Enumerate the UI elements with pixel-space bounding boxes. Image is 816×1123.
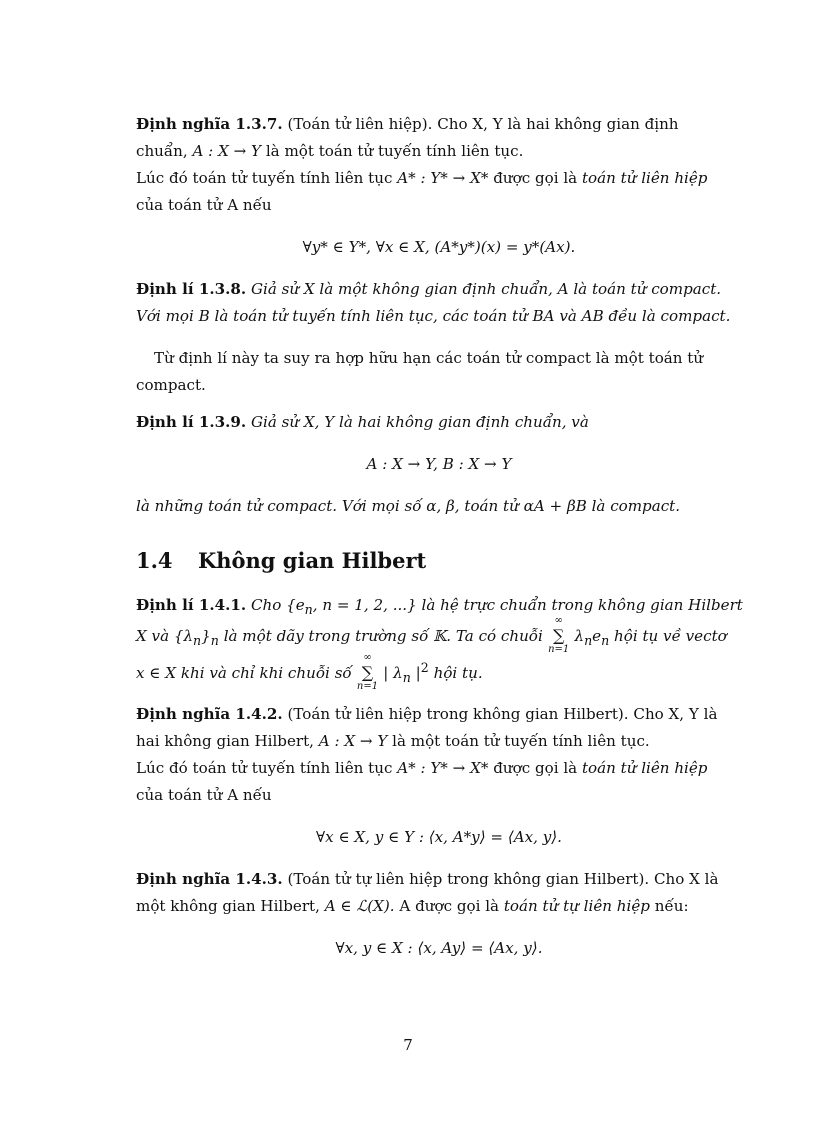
theorem-1-4-1 <box>136 592 742 691</box>
definition-1-4-3 <box>136 866 742 962</box>
definition-text: được gọi là <box>493 169 578 187</box>
document-page <box>136 111 742 977</box>
definition-text: Cho X, Y là <box>633 705 718 724</box>
display-formula: ∀x, y ∈ X : ⟨x, Ay⟩ = ⟨Ax, y⟩. <box>335 939 543 958</box>
subscript: n <box>584 633 593 649</box>
definition-line <box>136 755 742 782</box>
definition-line <box>136 866 742 893</box>
definition-text: của toán tử A nếu <box>136 196 272 214</box>
theorem-label: Định lí 1.3.8. <box>136 280 247 298</box>
summation-sign: ∑ <box>361 663 374 683</box>
section-title: Không gian Hilbert <box>198 548 427 573</box>
definition-label: Định nghĩa 1.4.2. <box>136 705 283 724</box>
summation-lower-limit: n=1 <box>548 644 570 656</box>
series-term: | λ <box>383 664 403 683</box>
theorem-text: hội tụ về vectơ <box>614 627 727 646</box>
theorem-line: Với mọi B là toán tử tuyến tính liên tục, các toán tử BA và AB đều là compact. <box>136 307 731 325</box>
definition-text: của toán tử A nếu <box>136 786 272 805</box>
definition-title: (Toán tử tự liên hiệp trong không gian Hilbert). <box>287 870 650 889</box>
theorem-label: Định lí 1.4.1. <box>136 596 247 614</box>
subscript: n <box>210 633 219 649</box>
definition-label: Định nghĩa 1.4.3. <box>136 870 283 889</box>
definition-text: Cho X, Y là hai không gian định <box>437 115 679 133</box>
summation-lower-limit: n=1 <box>356 681 379 693</box>
definition-text: Lúc đó toán tử tuyến tính liên tục <box>136 759 393 778</box>
theorem-text: Cho {e <box>250 596 305 614</box>
theorem-text: là một dãy trong trường số 𝕂. Ta có chuỗi <box>223 627 543 646</box>
definition-text: Cho X là <box>653 870 719 889</box>
theorem-line: là những toán tử compact. Với mọi số α, β, toán tử αA + βB là compact. <box>136 497 681 515</box>
definition-text: chuẩn, <box>136 142 188 160</box>
section-number: 1.4 <box>136 548 173 573</box>
display-formula: ∀y* ∈ Y*, ∀x ∈ X, (A*y*)(x) = y*(Ax). <box>302 238 576 256</box>
display-formula: A : X → Y, B : X → Y <box>366 455 512 473</box>
definition-1-3-7 <box>136 111 742 261</box>
definition-text: một không gian Hilbert, <box>136 897 320 916</box>
theorem-text: x ∈ X khi và chỉ khi chuỗi số <box>136 664 352 683</box>
definition-line <box>136 111 742 138</box>
theorem-line <box>136 409 742 436</box>
definition-text: được gọi là <box>493 759 578 778</box>
emphasis-text: toán tử liên hiệp <box>581 169 708 187</box>
page-number: 7 <box>403 1036 413 1054</box>
theorem-text: X và {λ <box>136 627 194 646</box>
summation-symbol <box>356 652 379 693</box>
subscript: n <box>402 670 411 686</box>
subscript: n <box>193 633 202 649</box>
definition-text: Lúc đó toán tử tuyến tính liên tục <box>136 169 393 187</box>
definition-line <box>136 728 742 755</box>
definition-1-4-2 <box>136 701 742 851</box>
definition-title: (Toán tử liên hiệp trong không gian Hilbert). <box>287 705 629 724</box>
theorem-text: Giả sử X là một không gian định chuẩn, A là toán tử compact. <box>250 280 722 298</box>
definition-line <box>136 138 742 165</box>
summation-symbol <box>548 615 570 656</box>
definition-line <box>136 165 742 192</box>
paragraph-line: compact. <box>136 376 206 394</box>
display-formula: ∀x ∈ X, y ∈ Y : ⟨x, A*y⟩ = ⟨Ax, y⟩. <box>316 828 562 847</box>
math-expression: A* : Y* → X* <box>397 169 489 187</box>
definition-title: (Toán tử liên hiệp). <box>287 115 433 133</box>
series-term: e <box>592 627 602 646</box>
math-expression: A : X → Y <box>192 142 262 160</box>
definition-text: A được gọi là <box>399 897 500 916</box>
series-term: λ <box>574 627 585 646</box>
math-expression: A ∈ ℒ(X). <box>324 897 395 916</box>
theorem-line <box>136 654 742 691</box>
superscript: 2 <box>420 660 429 676</box>
definition-text: là một toán tử tuyến tính liên tục. <box>392 732 650 751</box>
definition-line <box>136 192 742 219</box>
definition-text: hai không gian Hilbert, <box>136 732 314 751</box>
theorem-1-3-8 <box>136 276 742 330</box>
section-heading <box>136 546 742 576</box>
theorem-text: hội tụ. <box>433 664 483 683</box>
theorem-line <box>136 276 742 303</box>
definition-line <box>136 893 742 920</box>
math-expression: A : X → Y <box>318 732 388 751</box>
subscript: n <box>304 602 313 618</box>
math-expression: A* : Y* → X* <box>397 759 489 778</box>
definition-text: là một toán tử tuyến tính liên tục. <box>265 142 524 160</box>
emphasis-text: toán tử liên hiệp <box>581 759 708 778</box>
theorem-text: } <box>201 627 211 646</box>
theorem-text: Giả sử X, Y là hai không gian định chuẩn, và <box>250 413 589 431</box>
summation-sign: ∑ <box>552 626 565 646</box>
definition-line <box>136 782 742 809</box>
emphasis-text: toán tử tự liên hiệp <box>503 897 650 916</box>
theorem-label: Định lí 1.3.9. <box>136 413 247 431</box>
summation-upper-limit: ∞ <box>554 615 563 627</box>
definition-line <box>136 701 742 728</box>
remark-paragraph <box>136 345 742 399</box>
definition-label: Định nghĩa 1.3.7. <box>136 115 283 133</box>
summation-upper-limit: ∞ <box>363 652 372 664</box>
series-term: | <box>415 664 421 683</box>
paragraph-line: Từ định lí này ta suy ra hợp hữu hạn các toán tử compact là một toán tử <box>154 349 704 367</box>
subscript: n <box>601 633 610 649</box>
theorem-line <box>136 615 742 656</box>
theorem-line <box>136 592 742 623</box>
theorem-text: , n = 1, 2, ...} là hệ trực chuẩn trong không gian Hilbert <box>312 596 743 614</box>
theorem-1-3-9 <box>136 409 742 520</box>
definition-text: nếu: <box>654 897 689 916</box>
